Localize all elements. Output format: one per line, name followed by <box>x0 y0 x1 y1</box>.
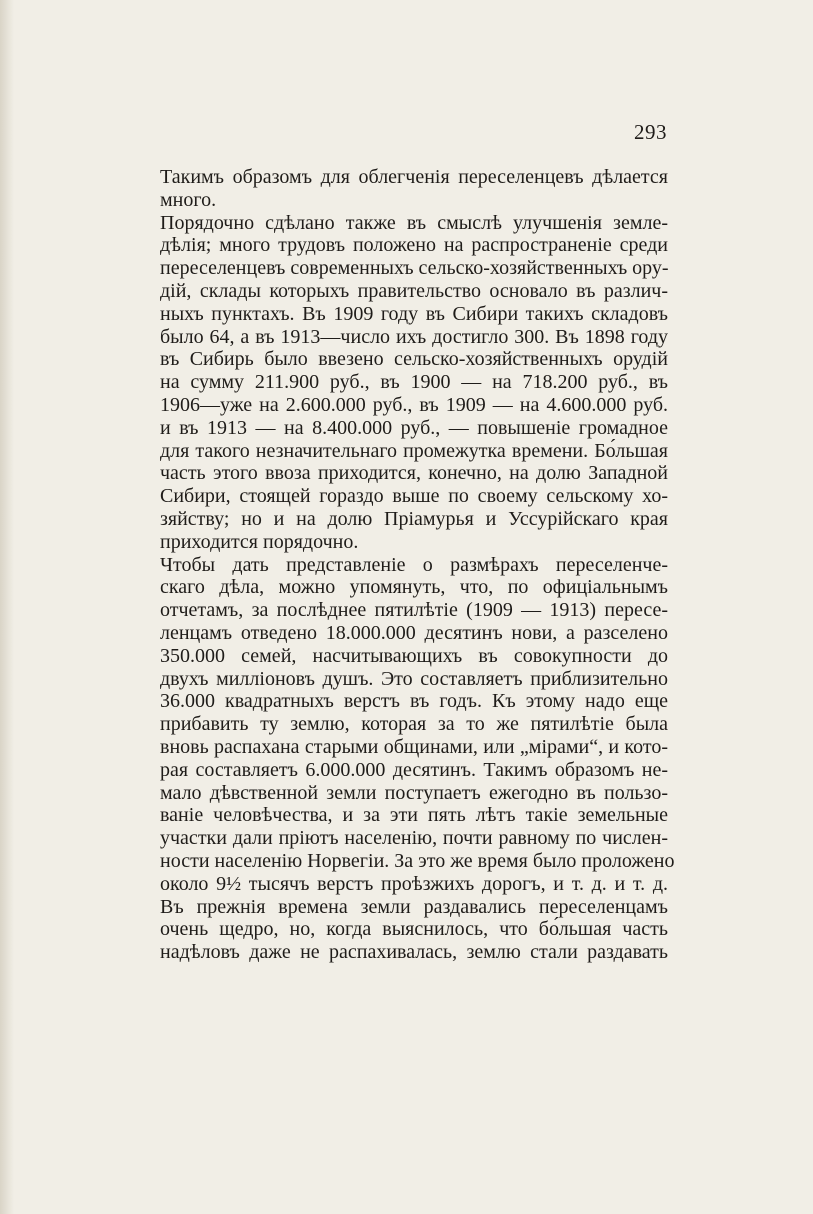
page-edge-shadow <box>0 0 14 1214</box>
text-line: отчетамъ, за послѣднее пятилѣтіе (1909 — 1913) пересе- <box>160 599 668 622</box>
text-line: въ Сибирь было ввезено сельско-хозяйственныхъ орудій <box>160 348 668 371</box>
text-line: ленцамъ отведено 18.000.000 десятинъ нови, а разселено <box>160 621 668 644</box>
text-line: прибавить ту землю, которая за то же пятилѣтіе была <box>160 713 668 736</box>
text-line: и въ 1913 — на 8.400.000 руб., — повышеніе громадное <box>160 416 668 439</box>
text-line: дѣлія; много трудовъ положено на распространеніе среди <box>160 234 668 257</box>
text-line: двухъ милліоновъ душъ. Это составляетъ приблизительно <box>160 667 668 690</box>
text-line: надѣловъ даже не распахивалась, землю стали раздавать <box>160 941 668 964</box>
paragraph-3 <box>130 553 675 896</box>
paragraph-1 <box>130 166 668 212</box>
text-line: участки дали пріютъ населенію, почти равному по числен- <box>160 827 668 850</box>
text-line: около 9½ тысячъ верстъ проѣзжихъ дорогъ, и т. д. и т. д. <box>160 872 668 895</box>
text-line: Такимъ образомъ для облегченія переселенцевъ дѣлается <box>160 166 668 188</box>
text-line: зяйству; но и на долю Пріамурья и Уссурійскаго края <box>160 507 668 530</box>
text-line: для такого незначительнаго промежутка времени. Бо́льшая <box>160 439 668 462</box>
text-line: скаго дѣла, можно упомянуть, что, по офиціальнымъ <box>160 576 668 599</box>
text-line: Въ прежнія времена земли раздавались переселенцамъ <box>160 895 668 918</box>
text-line: Порядочно сдѣлано также въ смыслѣ улучшенія земле- <box>160 211 668 234</box>
text-line: мало дѣвственной земли поступаетъ ежегодно въ пользо- <box>160 781 668 804</box>
body-text <box>130 166 675 964</box>
text-line: было 64, а въ 1913—число ихъ достигло 300. Въ 1898 году <box>160 325 668 348</box>
text-line: очень щедро, но, когда выяснилось, что бо́льшая часть <box>160 918 668 941</box>
paragraph-4 <box>130 896 668 964</box>
text-line: 36.000 квадратныхъ верстъ въ годъ. Къ этому надо еще <box>160 690 668 713</box>
text-line: на сумму 211.900 руб., въ 1900 — на 718.200 руб., въ <box>160 371 668 394</box>
text-line: Чтобы дать представленіе о размѣрахъ переселенче- <box>160 553 668 576</box>
text-line: дій, склады которыхъ правительство основало въ различ- <box>160 279 668 302</box>
text-line: переселенцевъ современныхъ сельско-хозяйственныхъ ору- <box>160 257 669 280</box>
text-line: приходится порядочно. <box>160 530 359 553</box>
text-line: рая составляетъ 6.000.000 десятинъ. Такимъ образомъ не- <box>160 758 668 781</box>
text-line: вновь распахана старыми общинами, или „мірами“, и кото- <box>160 735 668 758</box>
text-line: ныхъ пунктахъ. Въ 1909 году въ Сибири такихъ складовъ <box>160 302 668 325</box>
text-line: ности населенію Норвегіи. За это же время было проложено <box>160 849 675 872</box>
text-line: 350.000 семей, насчитывающихъ въ совокупности до <box>160 644 668 667</box>
text-line: ваніе человѣчества, и за эти пять лѣтъ такіе земельные <box>160 804 668 827</box>
paragraph-2 <box>130 212 668 554</box>
text-line: 1906—уже на 2.600.000 руб., въ 1909 — на 4.600.000 руб. <box>160 393 668 416</box>
text-line: Сибири, стоящей гораздо выше по своему сельскому хо- <box>160 485 668 508</box>
page-number: 293 <box>634 120 667 144</box>
text-line: много. <box>160 188 217 211</box>
text-line: часть этого ввоза приходится, конечно, на долю Западной <box>160 462 668 485</box>
